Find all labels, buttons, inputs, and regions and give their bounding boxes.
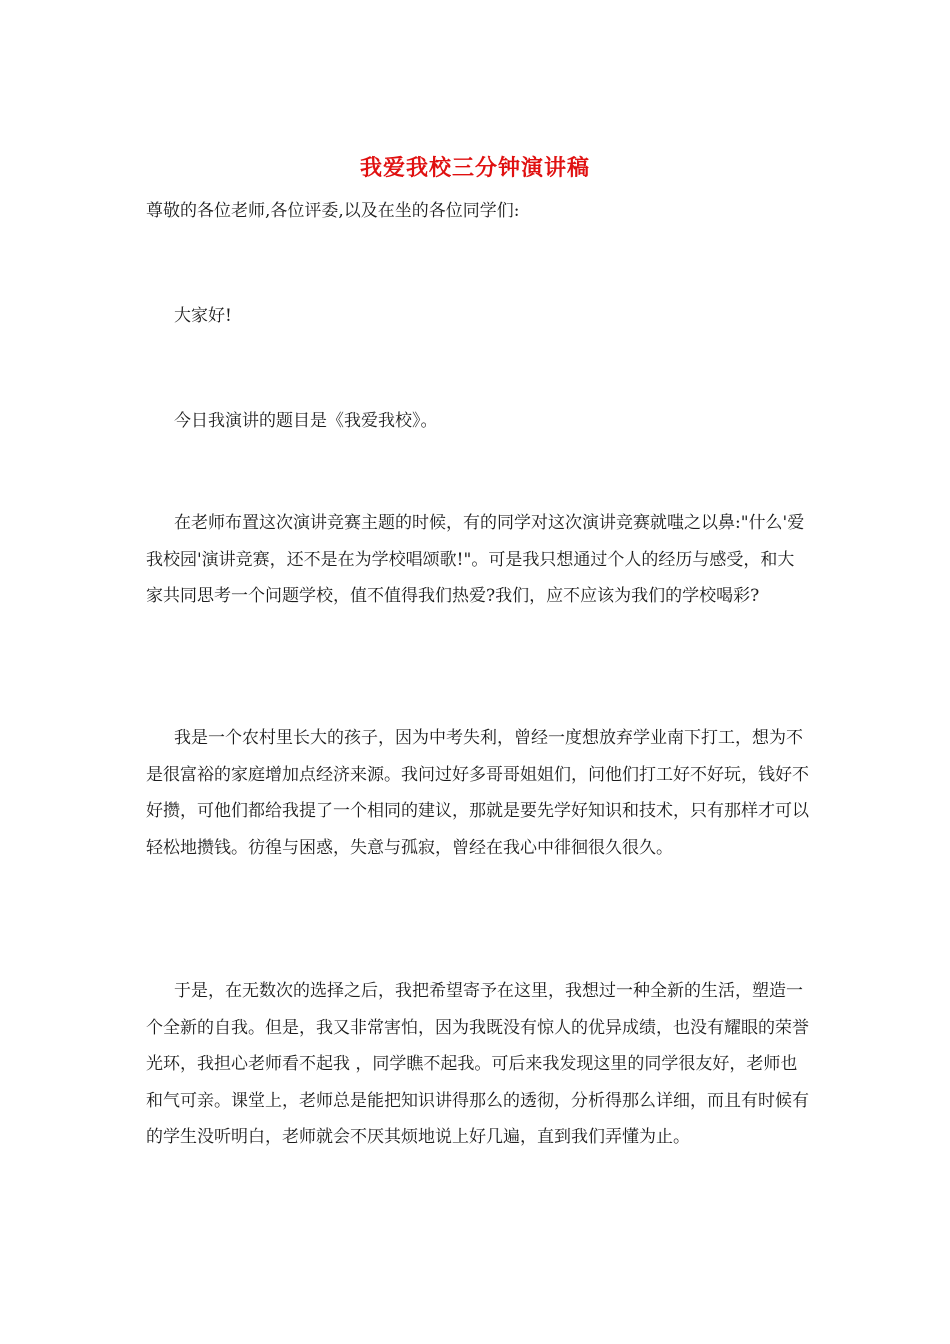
document-title: 我爱我校三分钟演讲稿	[359, 155, 590, 181]
paragraph-intro: 在老师布置这次演讲竞赛主题的时候，有的同学对这次演讲竞赛就嗤之以鼻:"什么'爱我校园'演讲竞赛，还不是在为学校唱颂歌!"。可是我只想通过个人的经历与感受，和大家共同思考一个问题学校，值不值得我们热爱?我们，应不应该为我们的学校喝彩?	[146, 513, 805, 606]
paragraph-background: 我是一个农村里长大的孩子，因为中考失利，曾经一度想放弃学业南下打工，想为不是很富裕的家庭增加点经济来源。我问过好多哥哥姐姐们，问他们打工好不好玩，钱好不好攒，可他们都给我提了一个相同的建议，那就是要先学好知识和技术，只有那样才可以轻松地攒钱。彷徨与困惑，失意与孤寂，曾经在我心中徘徊很久很久。	[146, 728, 809, 858]
paragraph-greeting: 大家好!	[174, 306, 232, 326]
paragraph-experience: 于是，在无数次的选择之后，我把希望寄予在这里，我想过一种全新的生活，塑造一个全新的自我。但是，我又非常害怕，因为我既没有惊人的优异成绩，也没有耀眼的荣誉光环，我担心老师看不起我 ，同学瞧不起我。可后来我发现这里的同学很友好，老师也和气可亲。课堂上，老师总是能把知识讲得那么的透彻，分析得那么详细，而且有时候有的学生没听明白，老师就会不厌其烦地说上好几遍，直到我们弄懂为止。	[146, 981, 809, 1147]
paragraph-topic: 今日我演讲的题目是《我爱我校》。	[174, 411, 438, 431]
salutation: 尊敬的各位老师,各位评委,以及在坐的各位同学们:	[146, 201, 520, 221]
